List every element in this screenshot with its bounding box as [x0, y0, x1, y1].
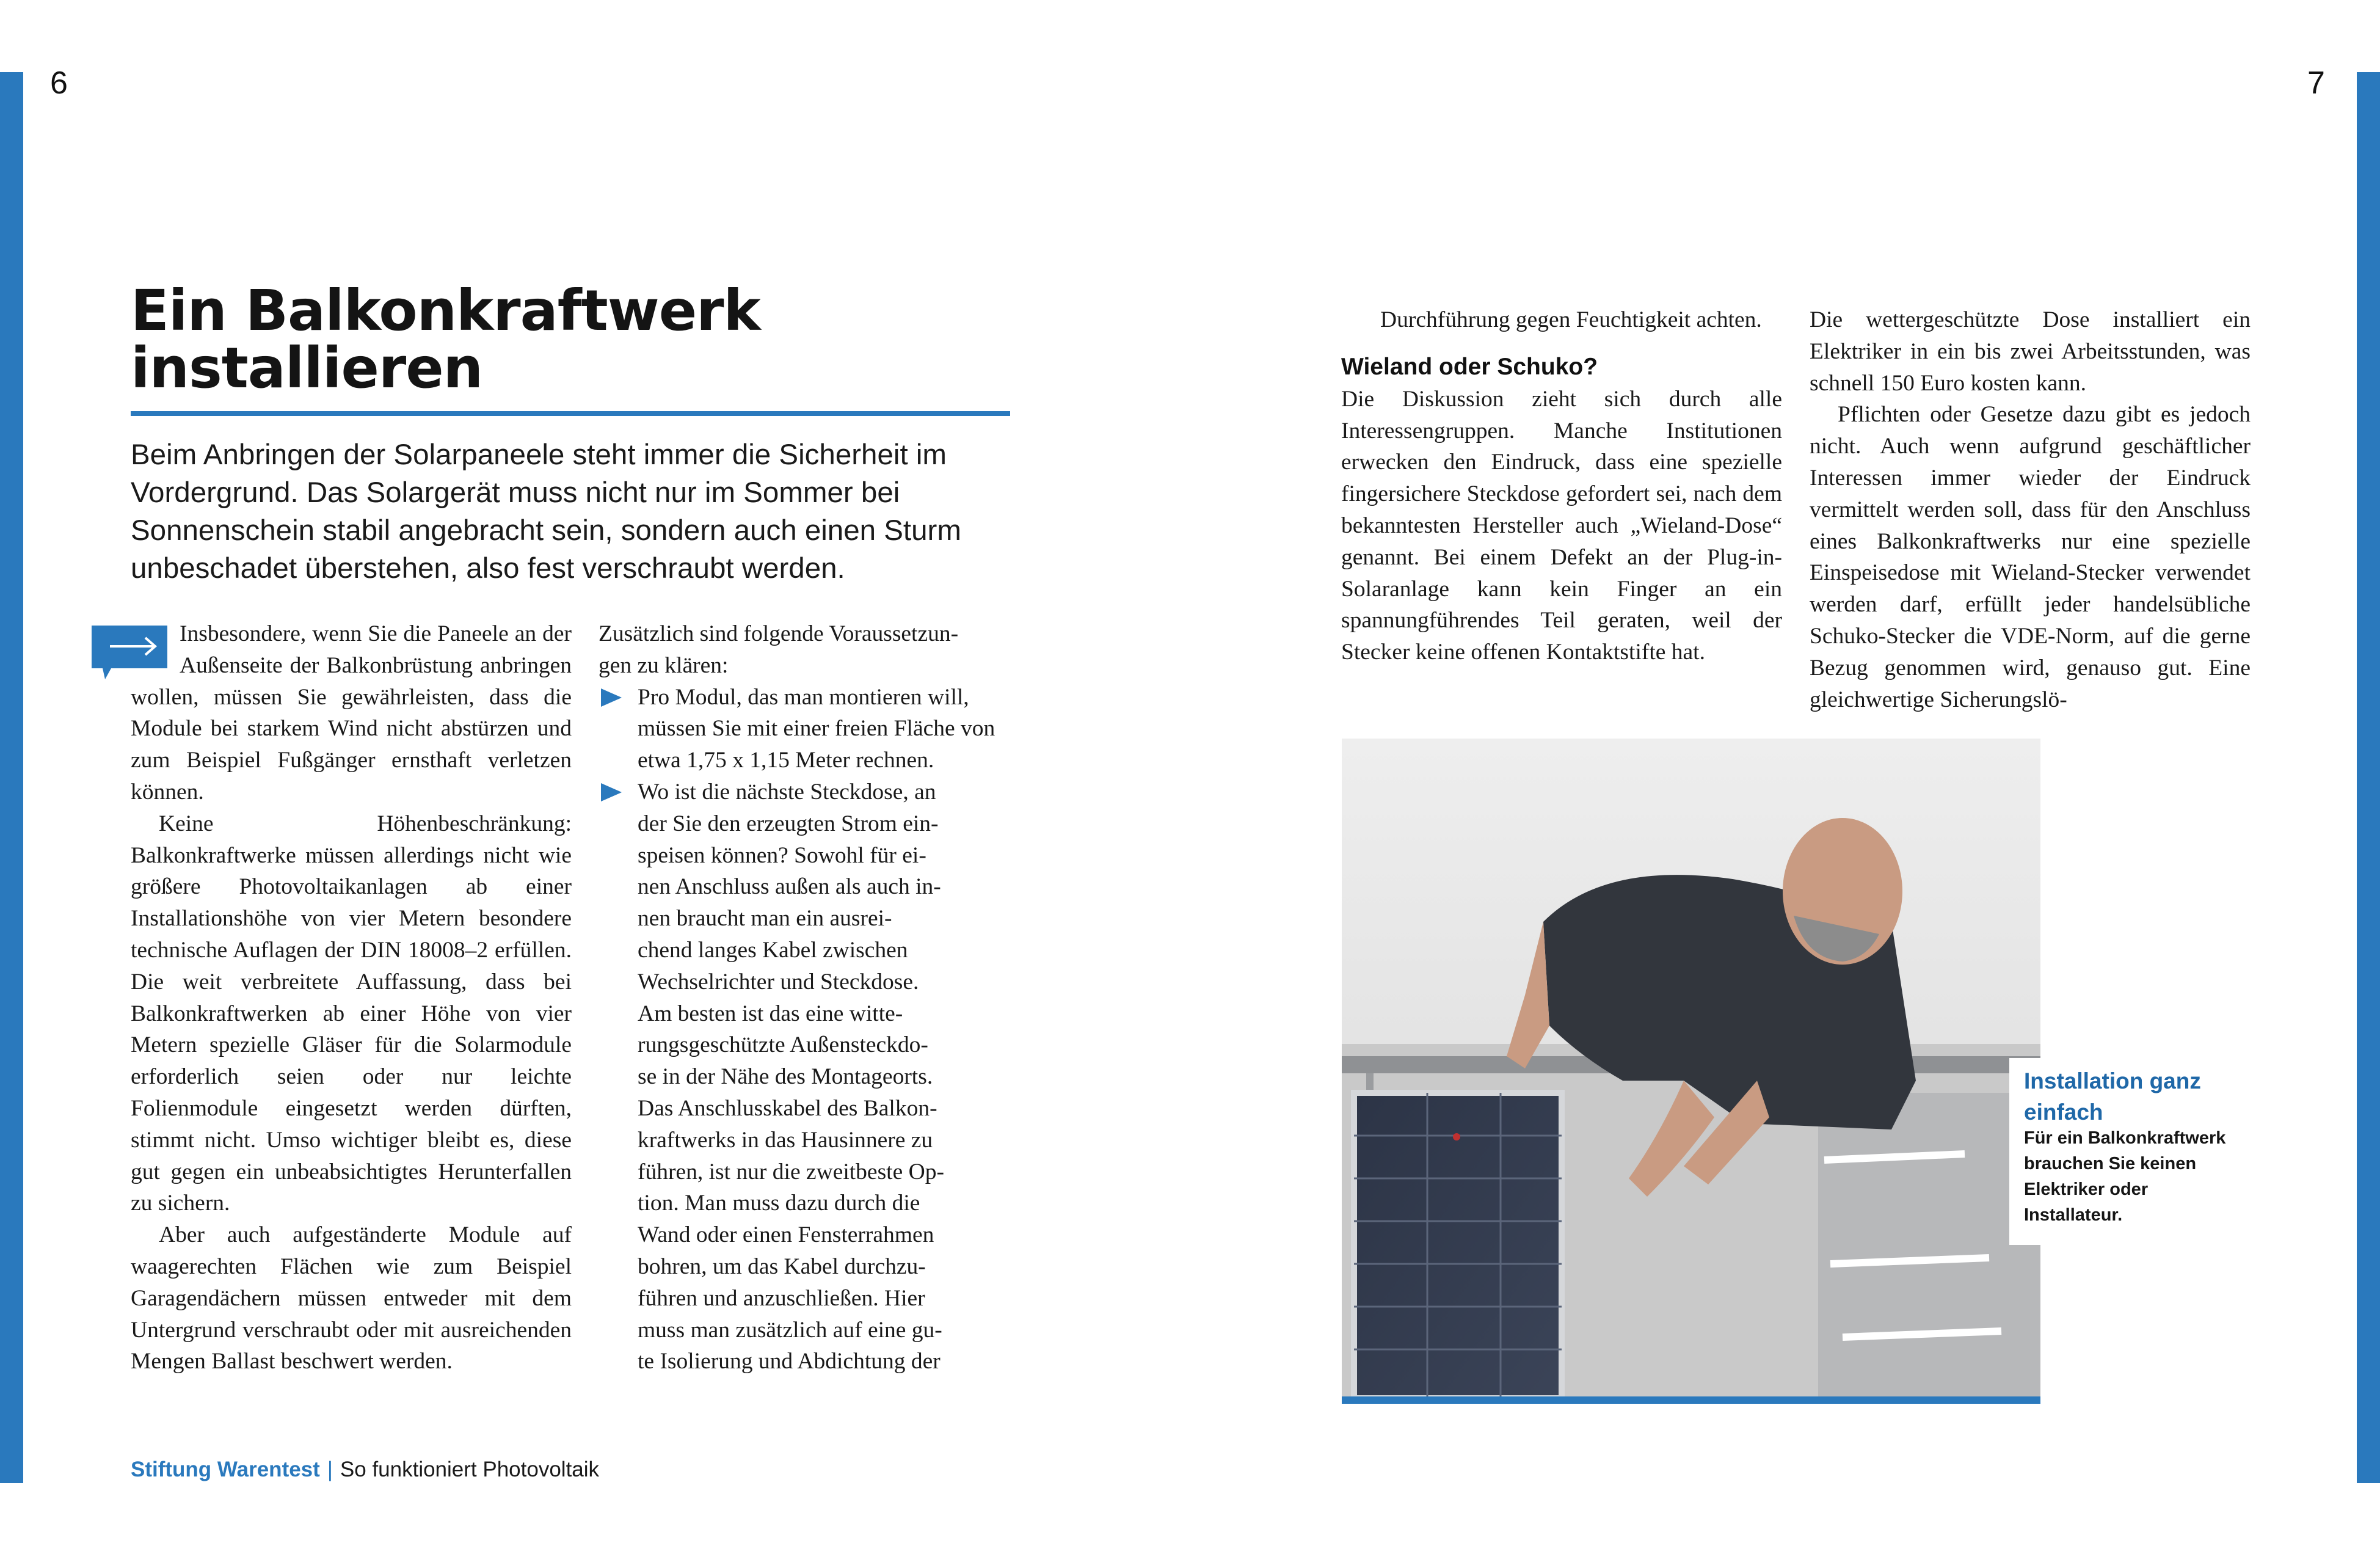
line: Wo ist die nächste Steckdose, an [638, 779, 936, 805]
line: Das Anschlusskabel des Balkon- [638, 1095, 937, 1121]
footer-brand: Stiftung Warentest [131, 1458, 320, 1481]
requirements-list [599, 682, 1050, 1378]
triangle-bullet-icon [601, 688, 622, 707]
line: müssen Sie mit einer freien Fläche von [638, 716, 995, 742]
line: etwa 1,75 x 1,15 Meter rechnen. [638, 748, 934, 773]
footer [131, 1458, 599, 1482]
page-number-right: 7 [2307, 65, 2325, 101]
triangle-bullet-icon [601, 783, 622, 801]
line: Pro Modul, das man montieren will, [638, 684, 969, 710]
line: se in der Nähe des Montageorts. [638, 1064, 933, 1090]
page-number-left: 6 [50, 65, 68, 101]
paragraph: Aber auch aufgeständerte Module auf waagerechten Flächen wie zum Beispiel Garagendächern müssen entweder mit dem Untergrund verschraubt oder mit ausreichenden Mengen Ballast beschwert werden. [131, 1222, 572, 1374]
text-column-4 [1810, 304, 2251, 715]
paragraph: Durchführung gegen Feuchtigkeit achten. [1380, 307, 1762, 332]
line: führen, ist nur die zweitbeste Op- [638, 1159, 944, 1184]
caption-title: Installation ganz einfach [2024, 1068, 2201, 1125]
list-item [599, 682, 1050, 776]
line: nen Anschluss außen als auch in- [638, 874, 941, 900]
left-edge-bar [0, 72, 23, 1483]
line: bohren, um das Kabel durchzu- [638, 1254, 926, 1279]
line: Wechselrichter und Steckdose. [638, 969, 919, 994]
title-rule [131, 411, 1010, 416]
line: kraftwerks in das Hausinnere zu [638, 1127, 933, 1153]
right-edge-bar [2357, 72, 2380, 1483]
intro-line: Zusätzlich sind folgende Voraussetzun- [599, 621, 959, 646]
line: te Isolierung und Abdichtung der [638, 1349, 941, 1374]
intro-line: gen zu klären: [599, 652, 729, 678]
photo-caption [2009, 1058, 2251, 1245]
paragraph: Keine Höhenbeschränkung: Balkonkraftwerke müssen allerdings nicht wie größere Photovoltaikanlagen ab einer Installationshöhe von vier Metern besondere technische Auflagen der DIN 18008–2 erfüllen. Die weit verbreitete Auffassung, dass bei Balkonkraftwerken ab einer Höhe von vier Metern spezielle Gläser für die Solarmodule erforderlich seien oder nur leichte Folienmodule eingesetzt werden dürften, stimmt nicht. Umso wichtiger bleibt es, diese gut gegen ein unbeabsichtigtes Herunterfallen zu sichern. [131, 811, 572, 1216]
paragraph: Insbesondere, wenn Sie die Paneele an der Außenseite der Balkonbrüstung anbringen wollen, müssen Sie gewährleisten, dass die Module bei starkem Wind nicht abstürzen und zum Beispiel Fußgänger ernsthaft verletzen können. [131, 621, 572, 805]
line: chend langes Kabel zwischen [638, 937, 908, 963]
text-column-1 [131, 618, 572, 1378]
line: der Sie den erzeugten Strom ein- [638, 811, 939, 836]
photo-underline [1342, 1396, 2040, 1404]
page-title [131, 278, 1035, 401]
subheading: Wieland oder Schuko? [1341, 353, 1598, 380]
text-column-3 [1341, 304, 1782, 668]
line: muss man zusätzlich auf eine gu- [638, 1317, 942, 1343]
paragraph: Die wettergeschützte Dose installiert ein Elektriker in ein bis zwei Arbeitsstunden, was schnell 150 Euro kosten kann. [1810, 307, 2251, 396]
paragraph: Pflichten oder Gesetze dazu gibt es jedoch nicht. Auch wenn aufgrund geschäftlicher Interessen immer wieder der Eindruck vermittelt werden soll, dass für den Anschluss eines Balkonkraftwerks nur eine spezielle Einspeisedose mit Wieland-Stecker verwendet werden darf, erfüllt jeder handelsübliche Schuko-Stecker die VDE-Norm, auf die gerne Bezug genommen wird, genauso gut. Eine gleichwertige Sicherungslö- [1810, 402, 2251, 712]
lead-paragraph: Beim Anbringen der Solarpaneele steht immer die Sicherheit im Vordergrund. Das Solargerät muss nicht nur im Sommer bei Sonnenschein stabil angebracht sein, sondern auch einen Sturm unbeschadet überstehen, also fest verschraubt werden. [131, 439, 961, 585]
line: nen braucht man ein ausrei- [638, 906, 892, 932]
photo-man-installing-solar-panel [1342, 739, 2040, 1398]
footer-title: So funktioniert Photovoltaik [340, 1458, 600, 1481]
line: speisen können? Sowohl für ei- [638, 842, 926, 868]
line: führen und anzuschließen. Hier [638, 1285, 925, 1311]
line: Wand oder einen Fensterrahmen [638, 1222, 934, 1248]
line: rungsgeschützte Außensteckdo- [638, 1032, 928, 1058]
title-line-2: installieren [131, 335, 483, 401]
line: Am besten ist das eine witte- [638, 1001, 903, 1026]
line: tion. Man muss dazu durch die [638, 1191, 920, 1216]
title-line-1: Ein Balkonkraftwerk [131, 278, 760, 343]
footer-separator: | [327, 1458, 333, 1481]
paragraph: Die Diskussion zieht sich durch alle Interessengruppen. Manche Institutionen erwecken den Eindruck, dass eine spezielle fingersichere Steckdose gefordert sei, nach dem bekanntesten Hersteller auch „Wieland-Dose“ genannt. Bei einem Defekt an der Plug-in-Solaranlage kann kein Finger an ein spannungführendes Teil geraten, weil der Stecker keine offenen Kontaktstifte hat. [1341, 386, 1782, 665]
list-item [599, 776, 1050, 1378]
text-column-2 [599, 618, 1050, 1378]
caption-text: Für ein Balkonkraftwerk brauchen Sie keinen Elektriker oder Installateur. [2024, 1128, 2226, 1225]
icon-spacer [131, 618, 180, 679]
